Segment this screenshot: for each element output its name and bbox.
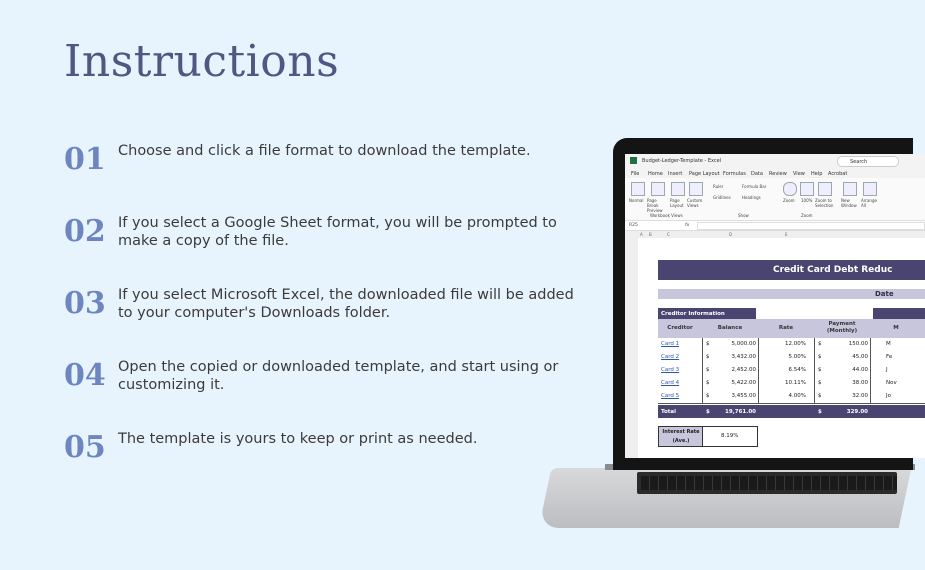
step-number: 02 — [64, 214, 106, 249]
menu-formulas[interactable]: Formulas — [723, 171, 746, 177]
window-title: Budget-Ledger-Template - Excel — [642, 158, 722, 164]
menu-file[interactable]: File — [631, 171, 640, 177]
formula-input[interactable] — [697, 222, 925, 230]
step-text: If you select Microsoft Excel, the downloaded file will be added to your computer's Downloads folder. — [118, 287, 574, 321]
gridlines-checkbox[interactable]: Gridlines — [713, 195, 731, 200]
menu-page-layout[interactable]: Page Layout — [689, 171, 720, 177]
new-window-icon[interactable] — [843, 182, 857, 196]
menu-view[interactable]: View — [793, 171, 805, 177]
zoom-selection-icon[interactable] — [818, 182, 832, 196]
table-row[interactable]: Card 3 $ 2,452.00 6.54% $ 44.00 J — [658, 364, 925, 378]
step-number: 03 — [64, 286, 106, 321]
step-number: 05 — [64, 430, 106, 465]
laptop-keyboard — [637, 472, 897, 494]
name-box[interactable]: R25 — [629, 223, 638, 228]
menu-insert[interactable]: Insert — [668, 171, 683, 177]
zoom-100-icon[interactable] — [800, 182, 814, 196]
page-break-icon[interactable] — [651, 182, 665, 196]
step-5 — [64, 430, 584, 486]
step-1 — [64, 142, 584, 198]
date-band: Date — [658, 289, 925, 299]
step-number: 04 — [64, 358, 106, 393]
interest-rate-label: Interest Rate (Ave.) — [658, 426, 704, 447]
fx-icon: fx — [685, 223, 690, 228]
spreadsheet-grid[interactable] — [638, 238, 925, 458]
menu-help[interactable]: Help — [811, 171, 823, 177]
table-header: Creditor Balance Rate Payment (Monthly) M — [658, 319, 925, 338]
arrange-all-icon[interactable] — [863, 182, 877, 196]
menu-review[interactable]: Review — [769, 171, 787, 177]
laptop-screen-bezel — [613, 138, 913, 470]
step-text: Choose and click a file format to download the template. — [118, 143, 531, 159]
interest-rate-value[interactable]: 8.19% — [702, 426, 758, 447]
custom-views-icon[interactable] — [689, 182, 703, 196]
zoom-icon[interactable] — [783, 182, 797, 196]
menu-data[interactable]: Data — [751, 171, 763, 177]
step-text: The template is yours to keep or print as needed. — [118, 431, 478, 447]
menu-home[interactable]: Home — [648, 171, 663, 177]
excel-logo-icon — [630, 157, 637, 164]
header-block — [873, 308, 925, 319]
formula-bar — [625, 221, 925, 231]
step-3 — [64, 286, 584, 342]
total-row: Total $ 19,761.00 $ 329.00 — [658, 405, 925, 418]
table-row[interactable]: Card 5 $ 3,455.00 4.00% $ 32.00 Jo — [658, 390, 925, 404]
excel-ribbon: Normal Page Break Preview Page Layout Custom Views Ruler Gridlines Formula Bar Headings Zoom 100% Zoom to Selection New Window Arrange All Workbook Views Show Zoom — [625, 178, 925, 221]
step-text: Open the copied or downloaded template, and start using or customizing it. — [118, 359, 559, 393]
ruler-checkbox[interactable]: Ruler — [713, 184, 724, 189]
excel-menu-bar — [625, 168, 925, 178]
excel-window — [625, 154, 925, 458]
creditor-info-header: Creditor Information — [658, 308, 756, 319]
sheet-banner: Credit Card Debt Reduc — [658, 260, 925, 280]
page-title: Instructions — [64, 36, 340, 87]
row-headers — [625, 238, 639, 458]
headings-checkbox[interactable]: Headings — [742, 195, 761, 200]
table-row[interactable]: Card 4 $ 5,422.00 10.11% $ 38.00 Nov — [658, 377, 925, 391]
step-text: If you select a Google Sheet format, you will be prompted to make a copy of the file. — [118, 215, 557, 249]
normal-view-icon[interactable] — [631, 182, 645, 196]
excel-title-bar — [625, 154, 925, 169]
step-4 — [64, 358, 584, 414]
menu-acrobat[interactable]: Acrobat — [828, 171, 848, 177]
table-row[interactable]: Card 2 $ 3,432.00 5.00% $ 45.00 Fe — [658, 351, 925, 365]
formula-bar-checkbox[interactable]: Formula Bar — [742, 184, 767, 189]
table-row[interactable]: Card 1 $ 5,000.00 12.00% $ 150.00 M — [658, 338, 925, 352]
search-box[interactable]: Search — [837, 156, 899, 167]
laptop-mockup — [545, 138, 899, 538]
page-layout-icon[interactable] — [671, 182, 685, 196]
column-headers: A B C D E — [625, 231, 925, 239]
step-2 — [64, 214, 584, 270]
step-number: 01 — [64, 142, 106, 177]
